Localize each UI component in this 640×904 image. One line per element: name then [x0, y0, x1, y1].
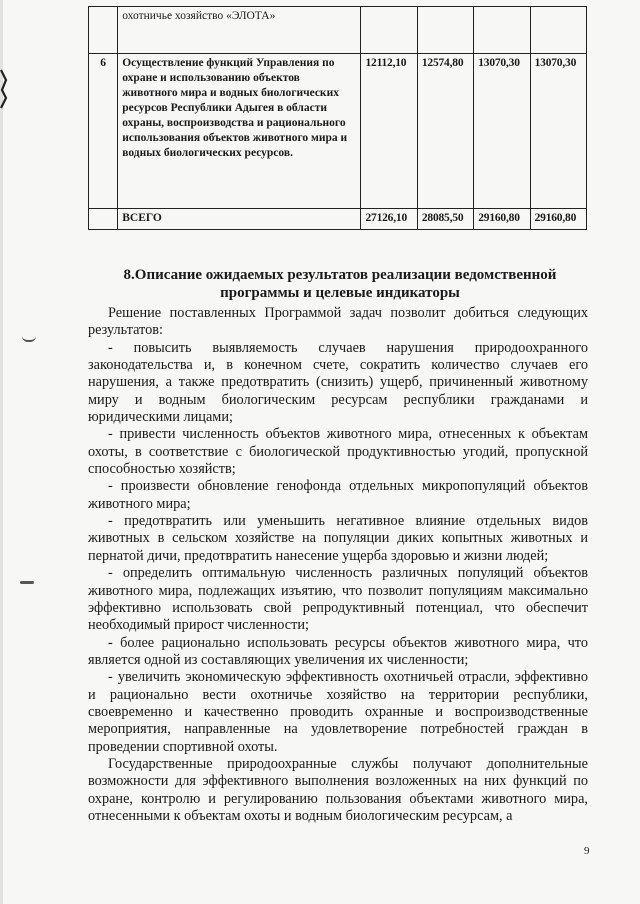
paragraph: - определить оптимальную численность различных популяций объектов животного мира, подлежащих изъятию, что позволит популяциям максимально эффективно использовать свой репродуктивный потенциал, что обеспечит необходимый прирост численности; — [88, 565, 588, 634]
margin-pen-mark — [20, 581, 34, 584]
paragraph: - более рационально использовать ресурсы объектов животного мира, что является одной из составляющих увеличения их численности; — [88, 634, 588, 668]
total-value-cell: 29160,80 — [474, 209, 530, 230]
page-number: 9 — [584, 845, 590, 857]
total-value-cell: 28085,50 — [417, 209, 473, 230]
table-total-row — [89, 209, 587, 230]
paragraph: - произвести обновление генофонда отдельных микропопуляций объектов животного мира; — [88, 478, 588, 512]
total-label: ВСЕГО — [118, 209, 361, 230]
row-number-cell — [89, 7, 118, 54]
paragraph: Решение поставленных Программой задач позволит добиться следующих результатов: — [88, 305, 588, 339]
value-cell — [530, 7, 586, 54]
body-text — [88, 305, 588, 825]
paragraph: - привести численность объектов животного мира, отнесенных к объектам охоты, в соответствие с биологической продуктивностью угодий, пропускной способностью хозяйств; — [88, 426, 588, 478]
value-cell — [361, 7, 417, 54]
value-cell: 12574,80 — [417, 54, 473, 209]
budget-table — [88, 6, 587, 230]
row-number-cell: 6 — [89, 54, 118, 209]
paragraph: - увеличить экономическую эффективность охотничьей отрасли, эффективно и рационально вести охотничье хозяйство на территории республики, своевременно и качественно проводить охранные и воспроизводственные мероприятия, направленные на удовлетворение потребностей граждан в проведении спортивной охоты. — [88, 669, 588, 755]
total-value-cell: 27126,10 — [361, 209, 417, 230]
row-name-cell: охотничье хозяйство «ЭЛОТА» — [118, 7, 361, 54]
scan-edge — [0, 0, 3, 904]
total-value-cell: 29160,80 — [530, 209, 586, 230]
paragraph: - предотвратить или уменьшить негативное влияние отдельных видов животных в сельском хозяйстве на популяции диких копытных животных и пернатой дичи, предотвратить нанесение ущерба здоровью и жизни людей; — [88, 513, 588, 564]
paragraph: Государственные природоохранные службы получают дополнительные возможности для эффективного выполнения возложенных на них функций по охране, контролю и регулированию пользования объектами животного мира, отнесенными к объектам охоты и водным биологическим ресурсам, а — [88, 755, 588, 824]
value-cell: 12112,10 — [361, 54, 417, 209]
value-cell — [417, 7, 473, 54]
margin-pen-mark — [22, 336, 36, 342]
table-row — [89, 54, 587, 209]
margin-pen-mark — [0, 68, 8, 110]
table-row — [89, 7, 587, 54]
paragraph: - повысить выявляемость случаев нарушения природоохранного законодательства и, в конечном счете, сократить количество случаев его нарушения, а также предотвратить (снизить) ущерб, причиненный животному миру и водным биологическим ресурсам республики гражданами и юридическими лицами; — [88, 339, 588, 426]
row-number-cell — [89, 209, 118, 230]
value-cell: 13070,30 — [530, 54, 586, 209]
section-title: 8.Описание ожидаемых результатов реализации ведомственной программы и целевые индикаторы — [123, 267, 557, 301]
value-cell: 13070,30 — [474, 54, 530, 209]
value-cell — [474, 7, 530, 54]
row-name-cell: Осуществление функций Управления по охране и использованию объектов животного мира и водных биологических ресурсов Республики Адыгея в области охраны, воспроизводства и рационального использования объектов животного мира и водных биологических ресурсов. — [118, 54, 361, 209]
